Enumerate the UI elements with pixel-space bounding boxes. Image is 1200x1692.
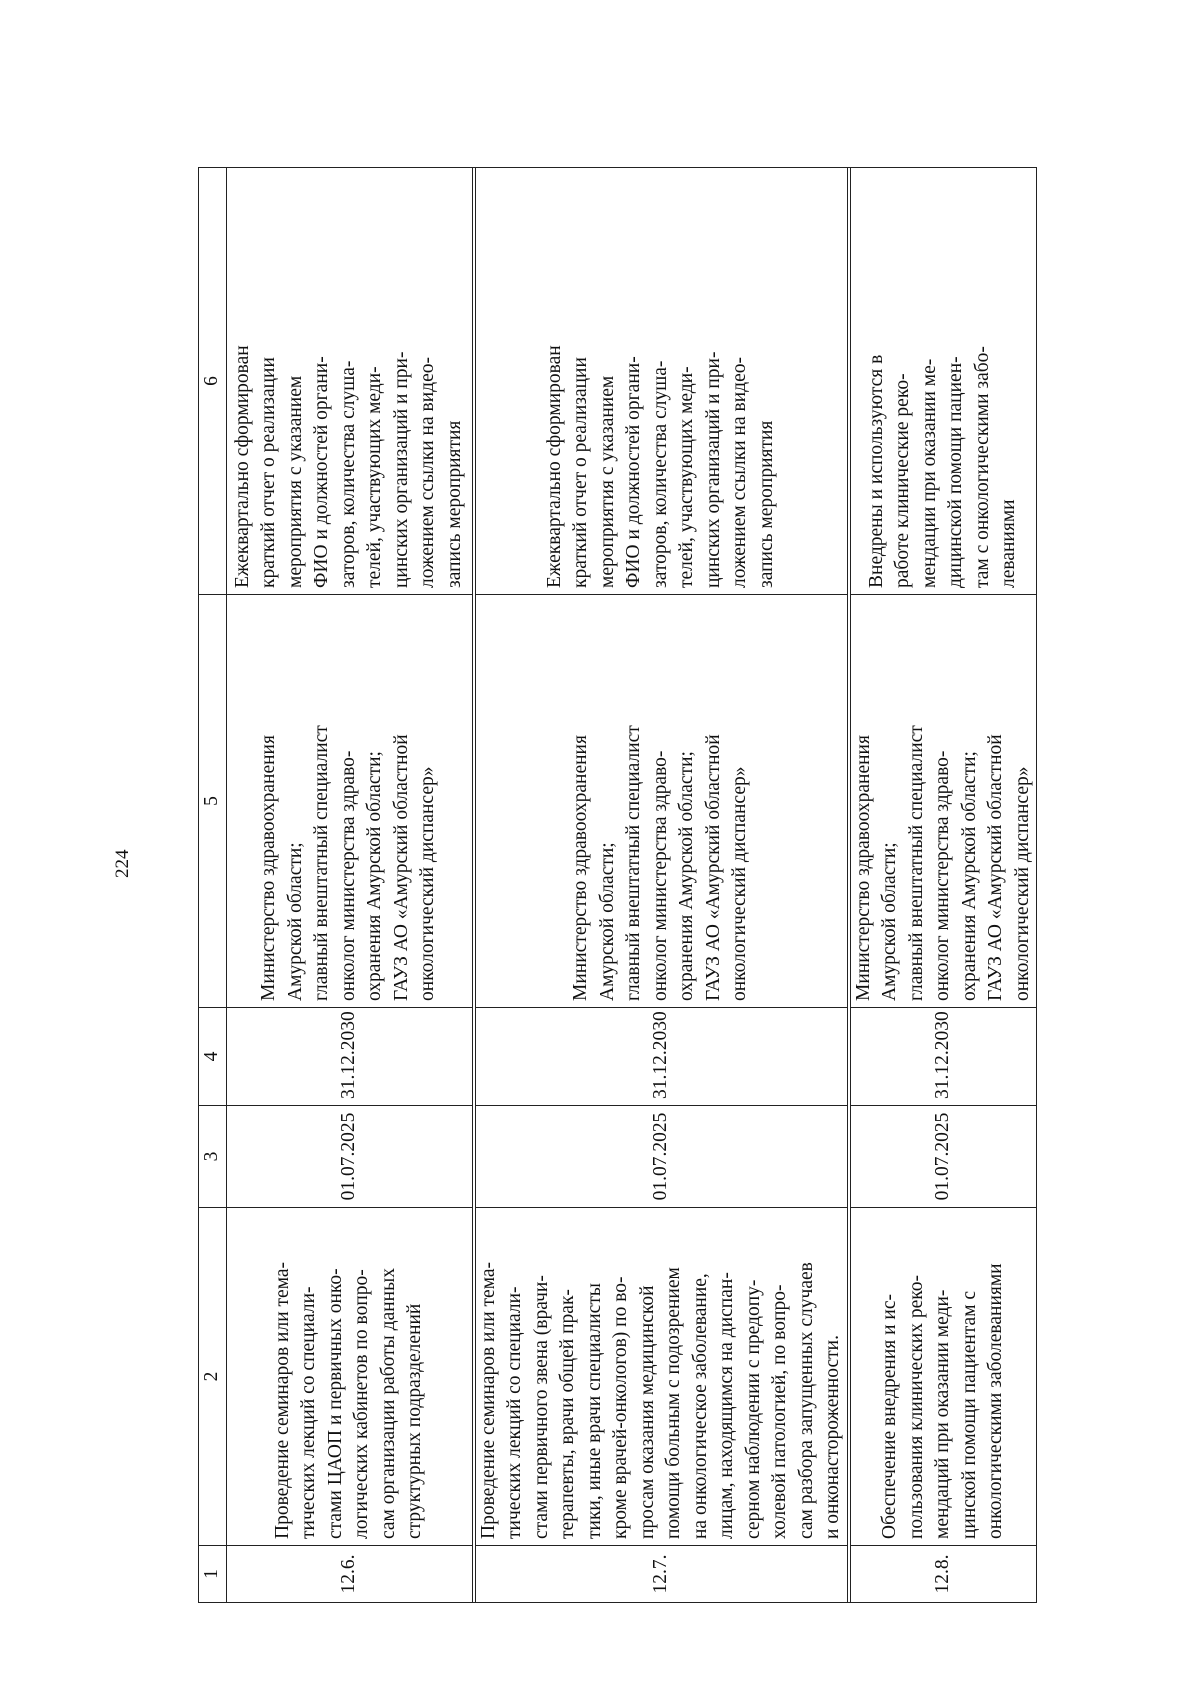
header-row — [199, 168, 227, 1603]
header-cell-4: 4 — [199, 1008, 227, 1106]
end-date: 31.12.2030 — [226, 1008, 472, 1106]
responsible-text: Министерство здравоохранения Амурской области; главный внештатный специалист онколог министерства здраво- охранения Амурской области; ГАУЗ АО «Амурский областной онкологический диспансер» — [570, 725, 751, 1001]
result-text: Внедрены и используются в работе клинические реко- мендации при оказании ме- дицинской помощи пациен- там с онкологическими забо- леваниями — [865, 346, 1020, 588]
measures-table — [198, 167, 1037, 1603]
start-date: 01.07.2025 — [475, 1106, 847, 1208]
header-cell-3: 3 — [199, 1106, 227, 1208]
row-number: 12.7. — [475, 1546, 847, 1603]
description-text: Обеспечение внедрения и ис- пользования клинических реко- мендаций при оказании меди- цинской помощи пациентам с онкологическими заболеваниями — [879, 1263, 1006, 1539]
header-cell-5: 5 — [199, 595, 227, 1008]
responsible-cell — [850, 595, 1037, 1008]
description-cell — [226, 1208, 472, 1546]
header-cell-2: 2 — [199, 1208, 227, 1546]
row-number: 12.8. — [850, 1546, 1037, 1603]
start-date: 01.07.2025 — [850, 1106, 1037, 1208]
header-cell-1: 1 — [199, 1546, 227, 1603]
result-text: Ежеквартально сформирован краткий отчет о реализации мероприятия с указанием ФИО и должностей органи- заторов, количества слуша- телей, участвующих меди- цинских организаций и при- ложением ссылки на видео- запись мероприятия — [543, 345, 777, 588]
result-cell — [226, 168, 472, 595]
table-row-12-7 — [475, 168, 847, 1603]
result-text: Ежеквартально сформирован краткий отчет о реализации мероприятия с указанием ФИО и должностей органи- заторов, количества слуша- телей, участвующих меди- цинских организаций и при- ложением ссылки на видео- запись мероприятия — [231, 345, 465, 588]
responsible-cell — [475, 595, 847, 1008]
start-date: 01.07.2025 — [226, 1106, 472, 1208]
rotated-table-container — [198, 168, 1033, 1603]
description-text: Проведение семинаров или тема- тических лекций со специали- стами первичного звена (врачи- терапевты, врачи общей прак- тики, иные врачи специалисты кроме врачей-онкологов) по во- просам оказания медицинской помощи больным с подозрением на онкологическое заболевание, лицам, находящимся на диспан- серном наблюдении с предопу- холевой патологией, по вопро- сам разбора запущенных случаев и онконастороженности. — [477, 1261, 843, 1539]
responsible-cell — [226, 595, 472, 1008]
header-cell-6: 6 — [199, 168, 227, 595]
row-number: 12.6. — [226, 1546, 472, 1603]
responsible-text: Министерство здравоохранения Амурской области; главный внештатный специалист онколог министерства здраво- охранения Амурской области; ГАУЗ АО «Амурский областной онкологический диспансер» — [258, 725, 439, 1001]
end-date: 31.12.2030 — [850, 1008, 1037, 1106]
description-cell — [850, 1208, 1037, 1546]
result-cell — [475, 168, 847, 595]
result-cell — [850, 168, 1037, 595]
page-number: 224 — [112, 849, 133, 878]
responsible-text: Министерство здравоохранения Амурской области; главный внештатный специалист онколог министерства здраво- охранения Амурской области; ГАУЗ АО «Амурский областной онкологический диспансер» — [852, 725, 1033, 1001]
table-row-12-6 — [226, 168, 472, 1603]
description-cell — [475, 1208, 847, 1546]
description-text: Проведение семинаров или тема- тических лекций со специали- стами ЦАОП и первичных онко- логических кабинетов по вопро- сам организации работы данных структурных подразделений — [271, 1261, 425, 1539]
end-date: 31.12.2030 — [475, 1008, 847, 1106]
table-row-12-8 — [850, 168, 1037, 1603]
